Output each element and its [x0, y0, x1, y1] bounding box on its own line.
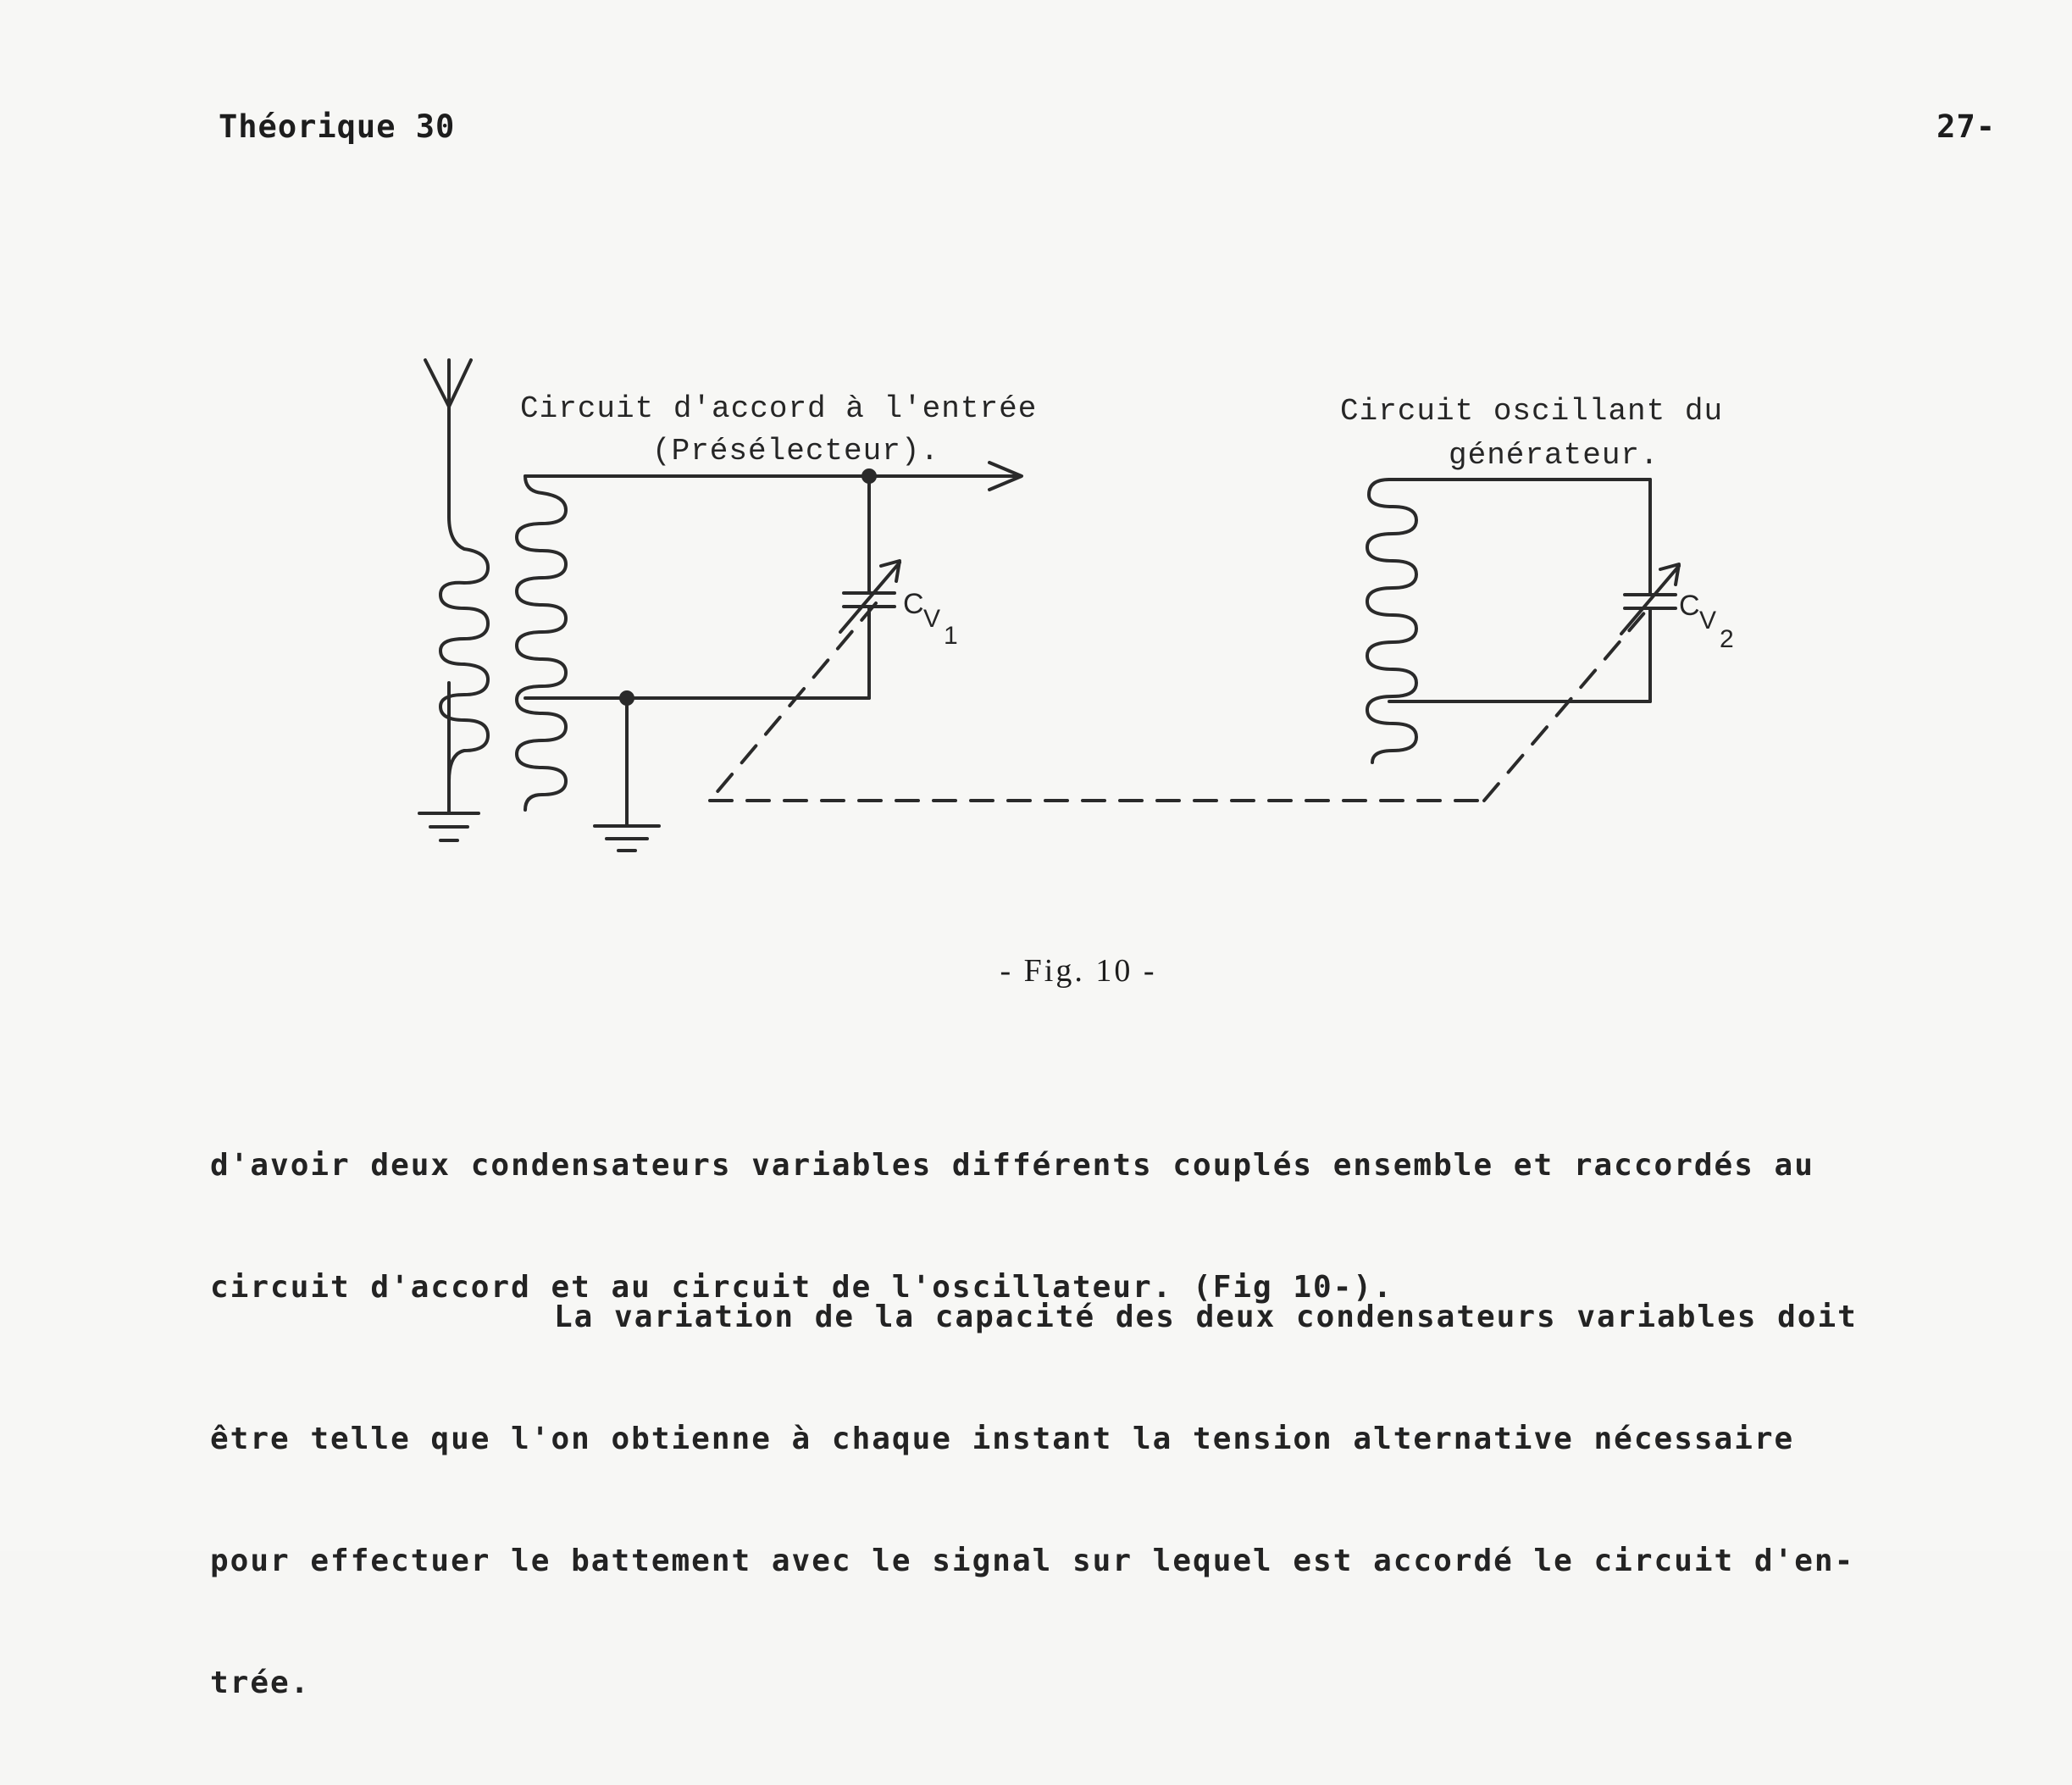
cv2-label-sub: 2: [1720, 625, 1734, 653]
paragraph-2-line-2: être telle que l'on obtienne à chaque instant la tension alternative nécessaire: [210, 1422, 1795, 1456]
secondary-coil-icon: [517, 476, 869, 810]
cv2-label-c: C: [1679, 590, 1700, 622]
primary-coil-icon: [440, 517, 488, 813]
cv1-label-sub: 1: [944, 622, 958, 650]
paragraph-1-line-1: d'avoir deux condensateurs variables différents couplés ensemble et raccordés au: [210, 1148, 1814, 1183]
header-title: Théorique 30: [219, 108, 456, 145]
paragraph-2-line-3: pour effectuer le battement avec le signal sur lequel est accordé le circuit d'en-: [210, 1544, 1855, 1578]
antenna-icon: [425, 360, 471, 517]
preselector-label: (Présélecteur).: [652, 434, 940, 468]
oscillator-coil-icon: [1367, 480, 1650, 762]
page-number: 27-: [1936, 108, 1996, 145]
paragraph-2-line-4: trée.: [210, 1666, 311, 1700]
cv1-label-c: C: [903, 588, 924, 620]
cv2-label-v: V: [1699, 607, 1717, 635]
paragraph-1-line-2: circuit d'accord et au circuit de l'oscillateur. (Fig 10-).: [210, 1270, 1393, 1305]
input-circuit-label: Circuit d'accord à l'entrée: [520, 391, 1038, 426]
generator-label: générateur.: [1449, 438, 1659, 473]
variable-capacitor-cv1-icon: [840, 476, 900, 698]
ground-icon-1: [419, 813, 479, 840]
ground-icon-2: [595, 698, 659, 851]
figure-caption: - Fig. 10 -: [1000, 953, 1157, 989]
paragraph-2-line-1: La variation de la capacité des deux condensateurs variables doit: [554, 1300, 1858, 1334]
cv1-label-v: V: [923, 605, 941, 633]
oscillator-circuit-label: Circuit oscillant du: [1340, 394, 1724, 429]
variable-capacitor-cv2-icon: [1621, 480, 1679, 701]
paragraph-2: [210, 1216, 1989, 1785]
